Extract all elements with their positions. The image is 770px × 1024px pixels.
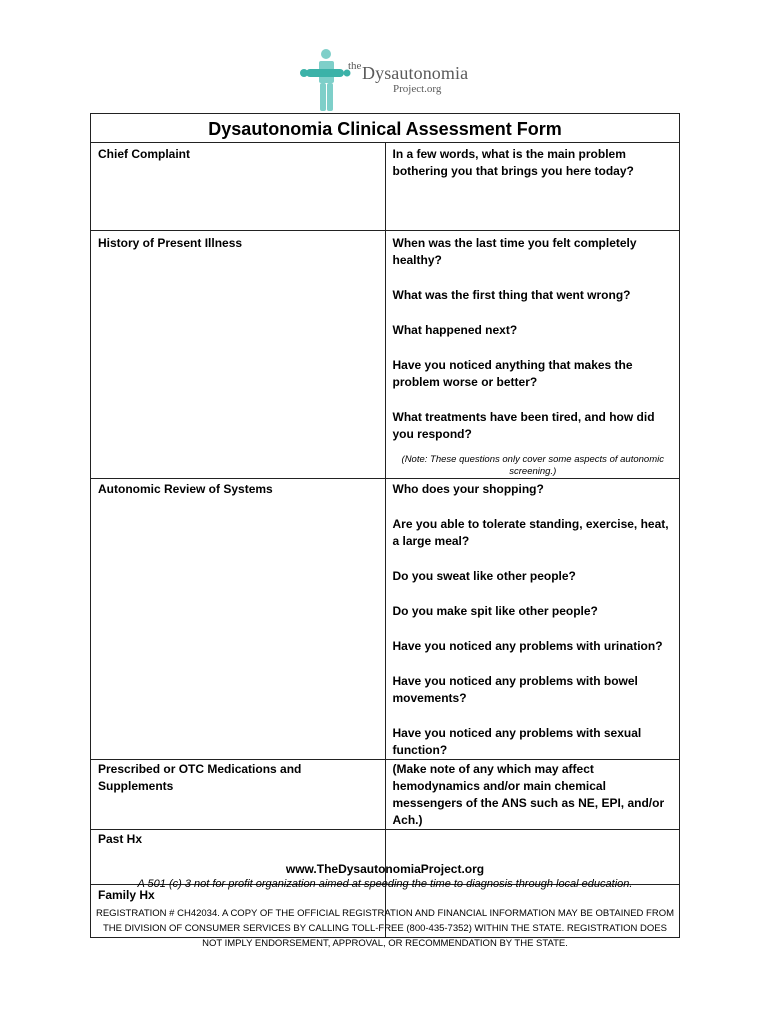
label-medications: Prescribed or OTC Medications and Supplements [91,760,386,830]
logo-text-the: the [348,60,362,72]
label-past-hx: Past Hx [91,830,386,885]
question: Have you noticed anything that makes the problem worse or better? [392,358,633,389]
footer-website-link[interactable]: www.TheDysautonomiaProject.org [285,862,485,876]
question: What happened next? [392,323,518,337]
label-family-hx: Family Hx [91,885,386,938]
question: Who does your shopping? [392,482,544,496]
row-autonomic-review [91,479,680,760]
question: What was the first thing that went wrong? [392,288,631,302]
row-chief-complaint [91,143,680,231]
form-title-row [91,114,680,143]
row-medications [91,760,680,830]
field-medications[interactable] [385,760,680,830]
logo-figure-leg-left [320,83,326,111]
field-past-hx[interactable] [385,830,680,885]
question: Do you make spit like other people? [392,604,598,618]
form-title: Dysautonomia Clinical Assessment Form [91,114,680,143]
field-autonomic-review[interactable] [385,479,680,760]
field-history-present-illness[interactable] [385,231,680,479]
screening-note: (Note: These questions only cover some aspects of autonomic screening.) [401,454,664,477]
question: Have you noticed any problems with bowel movements? [392,674,638,705]
logo-figure-head [321,49,331,59]
question: Have you noticed any problems with sexual function? [392,726,642,757]
logo-text-sub: Project.org [393,83,442,95]
footer-registration-notice: REGISTRATION # CH42034. A COPY OF THE OFFICIAL REGISTRATION AND FINANCIAL INFORMATION MAY BE OBTAINED FROM THE DIVISION OF CONSUMER SERVICES BY CALLING TOLL-FREE (800-435-7352) WITHIN THE STATE. REGISTRATION DOES NOT IMPLY ENDORSEMENT, APPROVAL, OR RECOMMENDATION BY THE STATE. [95,908,674,949]
logo-bar-end-left [300,69,308,77]
question: When was the last time you felt completely healthy? [392,236,637,267]
logo-text-name: Dysautonomia [362,63,469,83]
assessment-form-table [90,113,680,938]
question: Have you noticed any problems with urination? [392,639,663,653]
label-autonomic-review: Autonomic Review of Systems [91,479,386,760]
question: What treatments have been tired, and how did you respond? [392,410,655,441]
logo-figure-leg-right [327,83,333,111]
field-chief-complaint[interactable] [385,143,680,231]
label-history-present-illness: History of Present Illness [91,231,386,479]
question: (Make note of any which may affect hemodynamics and/or main chemical messengers of the ANS such as NE, EPI, and/or Ach.) [392,762,665,827]
question: Are you able to tolerate standing, exercise, heat, a large meal? [392,517,669,548]
logo-bar [306,69,344,77]
question: In a few words, what is the main problem bothering you that brings you here today? [392,147,634,178]
footer-tagline: A 501 (c) 3 not for profit organization aimed at speeding the time to diagnosis through local education. [137,878,633,890]
question: Do you sweat like other people? [392,569,576,583]
row-history-present-illness [91,231,680,479]
row-past-hx [91,830,680,885]
label-chief-complaint: Chief Complaint [91,143,386,231]
